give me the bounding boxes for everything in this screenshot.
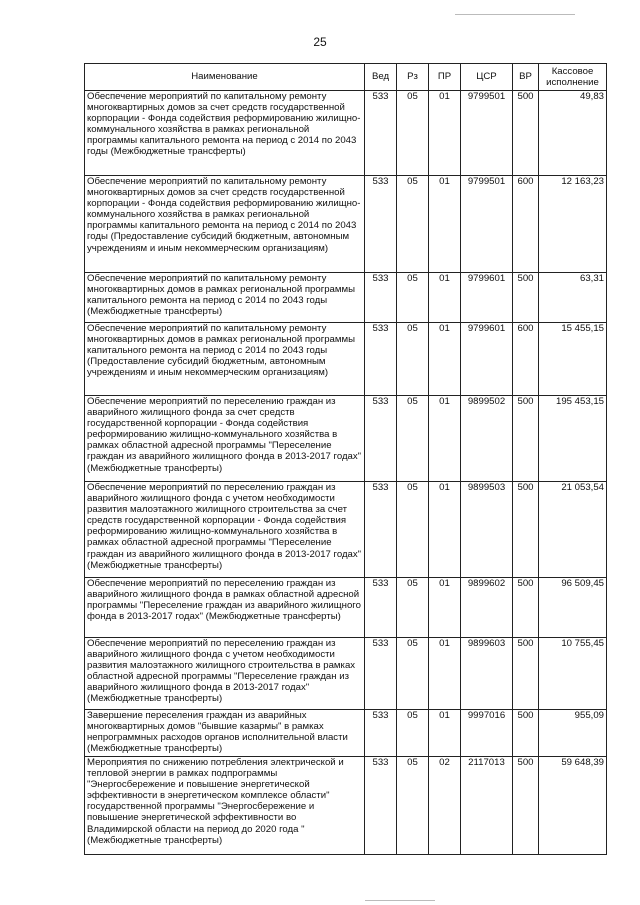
table-header-row <box>85 64 607 91</box>
row-csr: 9899603 <box>461 638 513 710</box>
row-pr: 01 <box>429 638 461 710</box>
row-rz: 05 <box>397 273 429 323</box>
row-csr: 9997016 <box>461 710 513 757</box>
page-number: 25 <box>313 35 327 49</box>
row-csr: 9899503 <box>461 482 513 578</box>
column-header-name: Наименование <box>85 64 365 91</box>
row-rz: 05 <box>397 578 429 638</box>
row-pr: 01 <box>429 396 461 482</box>
column-header-vr: ВР <box>513 64 539 91</box>
column-header-rz: Рз <box>397 64 429 91</box>
row-vr: 500 <box>513 91 539 176</box>
table-row <box>85 323 607 396</box>
row-rz: 05 <box>397 91 429 176</box>
row-amount: 21 053,54 <box>539 482 607 578</box>
row-rz: 05 <box>397 638 429 710</box>
row-vr: 500 <box>513 710 539 757</box>
row-csr: 9799501 <box>461 176 513 273</box>
row-name: Обеспечение мероприятий по капитальному ремонту многоквартирных домов в рамках региональной программы капитального ремонта на период с 2014 по 2043 годы (Предоставление субсидий бюджетным, автономным учреждениям и иным некоммерческим организациям) <box>85 323 365 396</box>
row-amount: 12 163,23 <box>539 176 607 273</box>
row-amount: 195 453,15 <box>539 396 607 482</box>
row-csr: 9799501 <box>461 91 513 176</box>
row-ved: 533 <box>365 396 397 482</box>
scan-artifact-bottom <box>365 900 435 901</box>
row-ved: 533 <box>365 638 397 710</box>
row-pr: 01 <box>429 482 461 578</box>
table-row <box>85 578 607 638</box>
row-name: Мероприятия по снижению потребления электрической и тепловой энергии в рамках подпрограммы "Энергосбережение и повышение энергетической эффективности в энергетическом комплексе области" государственной программы "Энергосбережение и повышение энергетической эффективности во Владимирской области на период до 2020 года " (Межбюджетные трансферты) <box>85 757 365 855</box>
column-header-csr: ЦСР <box>461 64 513 91</box>
row-rz: 05 <box>397 396 429 482</box>
row-ved: 533 <box>365 91 397 176</box>
row-csr: 9899502 <box>461 396 513 482</box>
row-amount: 955,09 <box>539 710 607 757</box>
row-amount: 15 455,15 <box>539 323 607 396</box>
column-header-amount: Кассовое исполнение <box>539 64 607 91</box>
row-amount: 49,83 <box>539 91 607 176</box>
row-amount: 63,31 <box>539 273 607 323</box>
row-amount: 10 755,45 <box>539 638 607 710</box>
row-name: Обеспечение мероприятий по переселению граждан из аварийного жилищного фонда в рамках областной адресной программы "Переселение граждан из аварийного жилищного фонда в 2013-2017 годах" (Межбюджетные трансферты) <box>85 578 365 638</box>
row-vr: 500 <box>513 578 539 638</box>
row-name: Обеспечение мероприятий по переселению граждан из аварийного жилищного фонда с учетом необходимости развития малоэтажного жилищного строительства за счет средств государственной корпорации - Фонда содействия реформированию жилищно-коммунального хозяйства в рамках областной адресной программы "Переселение граждан из аварийного жилищного фонда в 2013-2017 годах" (Межбюджетные трансферты) <box>85 482 365 578</box>
row-rz: 05 <box>397 710 429 757</box>
table-row <box>85 176 607 273</box>
row-vr: 500 <box>513 482 539 578</box>
row-name: Завершение переселения граждан из аварийных многоквартирных домов "бывшие казармы" в рамках непрограммных расходов органов исполнительной власти (Межбюджетные трансферты) <box>85 710 365 757</box>
row-vr: 500 <box>513 757 539 855</box>
row-pr: 01 <box>429 323 461 396</box>
scan-artifact-top <box>455 14 575 15</box>
row-ved: 533 <box>365 482 397 578</box>
row-csr: 9799601 <box>461 323 513 396</box>
column-header-ved: Вед <box>365 64 397 91</box>
table-row <box>85 482 607 578</box>
table-row <box>85 91 607 176</box>
row-rz: 05 <box>397 323 429 396</box>
row-amount: 59 648,39 <box>539 757 607 855</box>
row-name: Обеспечение мероприятий по переселению граждан из аварийного жилищного фонда с учетом необходимости развития малоэтажного жилищного строительства в рамках областной адресной программы "Переселение граждан из аварийного жилищного фонда в 2013-2017 годах" (Межбюджетные трансферты) <box>85 638 365 710</box>
table-row <box>85 757 607 855</box>
row-pr: 01 <box>429 578 461 638</box>
row-csr: 9799601 <box>461 273 513 323</box>
row-pr: 01 <box>429 710 461 757</box>
row-ved: 533 <box>365 176 397 273</box>
row-name: Обеспечение мероприятий по переселению граждан из аварийного жилищного фонда за счет средств государственной корпорации - Фонда содействия реформированию жилищно-коммунального хозяйства в рамках областной адресной программы "Переселение граждан из аварийного жилищного фонда в 2013-2017 годах" (Межбюджетные трансферты) <box>85 396 365 482</box>
row-ved: 533 <box>365 710 397 757</box>
row-vr: 600 <box>513 176 539 273</box>
table-row <box>85 638 607 710</box>
row-rz: 05 <box>397 176 429 273</box>
row-rz: 05 <box>397 757 429 855</box>
row-pr: 02 <box>429 757 461 855</box>
row-ved: 533 <box>365 273 397 323</box>
table-row <box>85 273 607 323</box>
budget-table <box>84 63 607 855</box>
row-vr: 500 <box>513 273 539 323</box>
row-vr: 500 <box>513 638 539 710</box>
row-vr: 600 <box>513 323 539 396</box>
row-ved: 533 <box>365 757 397 855</box>
row-name: Обеспечение мероприятий по капитальному ремонту многоквартирных домов в рамках региональной программы капитального ремонта на период с 2014 по 2043 годы (Межбюджетные трансферты) <box>85 273 365 323</box>
row-pr: 01 <box>429 91 461 176</box>
row-ved: 533 <box>365 578 397 638</box>
row-ved: 533 <box>365 323 397 396</box>
row-vr: 500 <box>513 396 539 482</box>
row-name: Обеспечение мероприятий по капитальному ремонту многоквартирных домов за счет средств государственной корпорации - Фонда содействия реформированию жилищно-коммунального хозяйства в рамках региональной программы капитального ремонта на период с 2014 по 2043 годы (Межбюджетные трансферты) <box>85 91 365 176</box>
table-row <box>85 396 607 482</box>
row-rz: 05 <box>397 482 429 578</box>
row-csr: 9899602 <box>461 578 513 638</box>
row-pr: 01 <box>429 273 461 323</box>
row-amount: 96 509,45 <box>539 578 607 638</box>
row-pr: 01 <box>429 176 461 273</box>
table-row <box>85 710 607 757</box>
column-header-pr: ПР <box>429 64 461 91</box>
row-name: Обеспечение мероприятий по капитальному ремонту многоквартирных домов за счет средств государственной корпорации - Фонда содействия реформированию жилищно-коммунального хозяйства в рамках региональной программы капитального ремонта на период с 2014 по 2043 годы (Предоставление субсидий бюджетным, автономным учреждениям и иным некоммерческим организациям) <box>85 176 365 273</box>
row-csr: 2117013 <box>461 757 513 855</box>
